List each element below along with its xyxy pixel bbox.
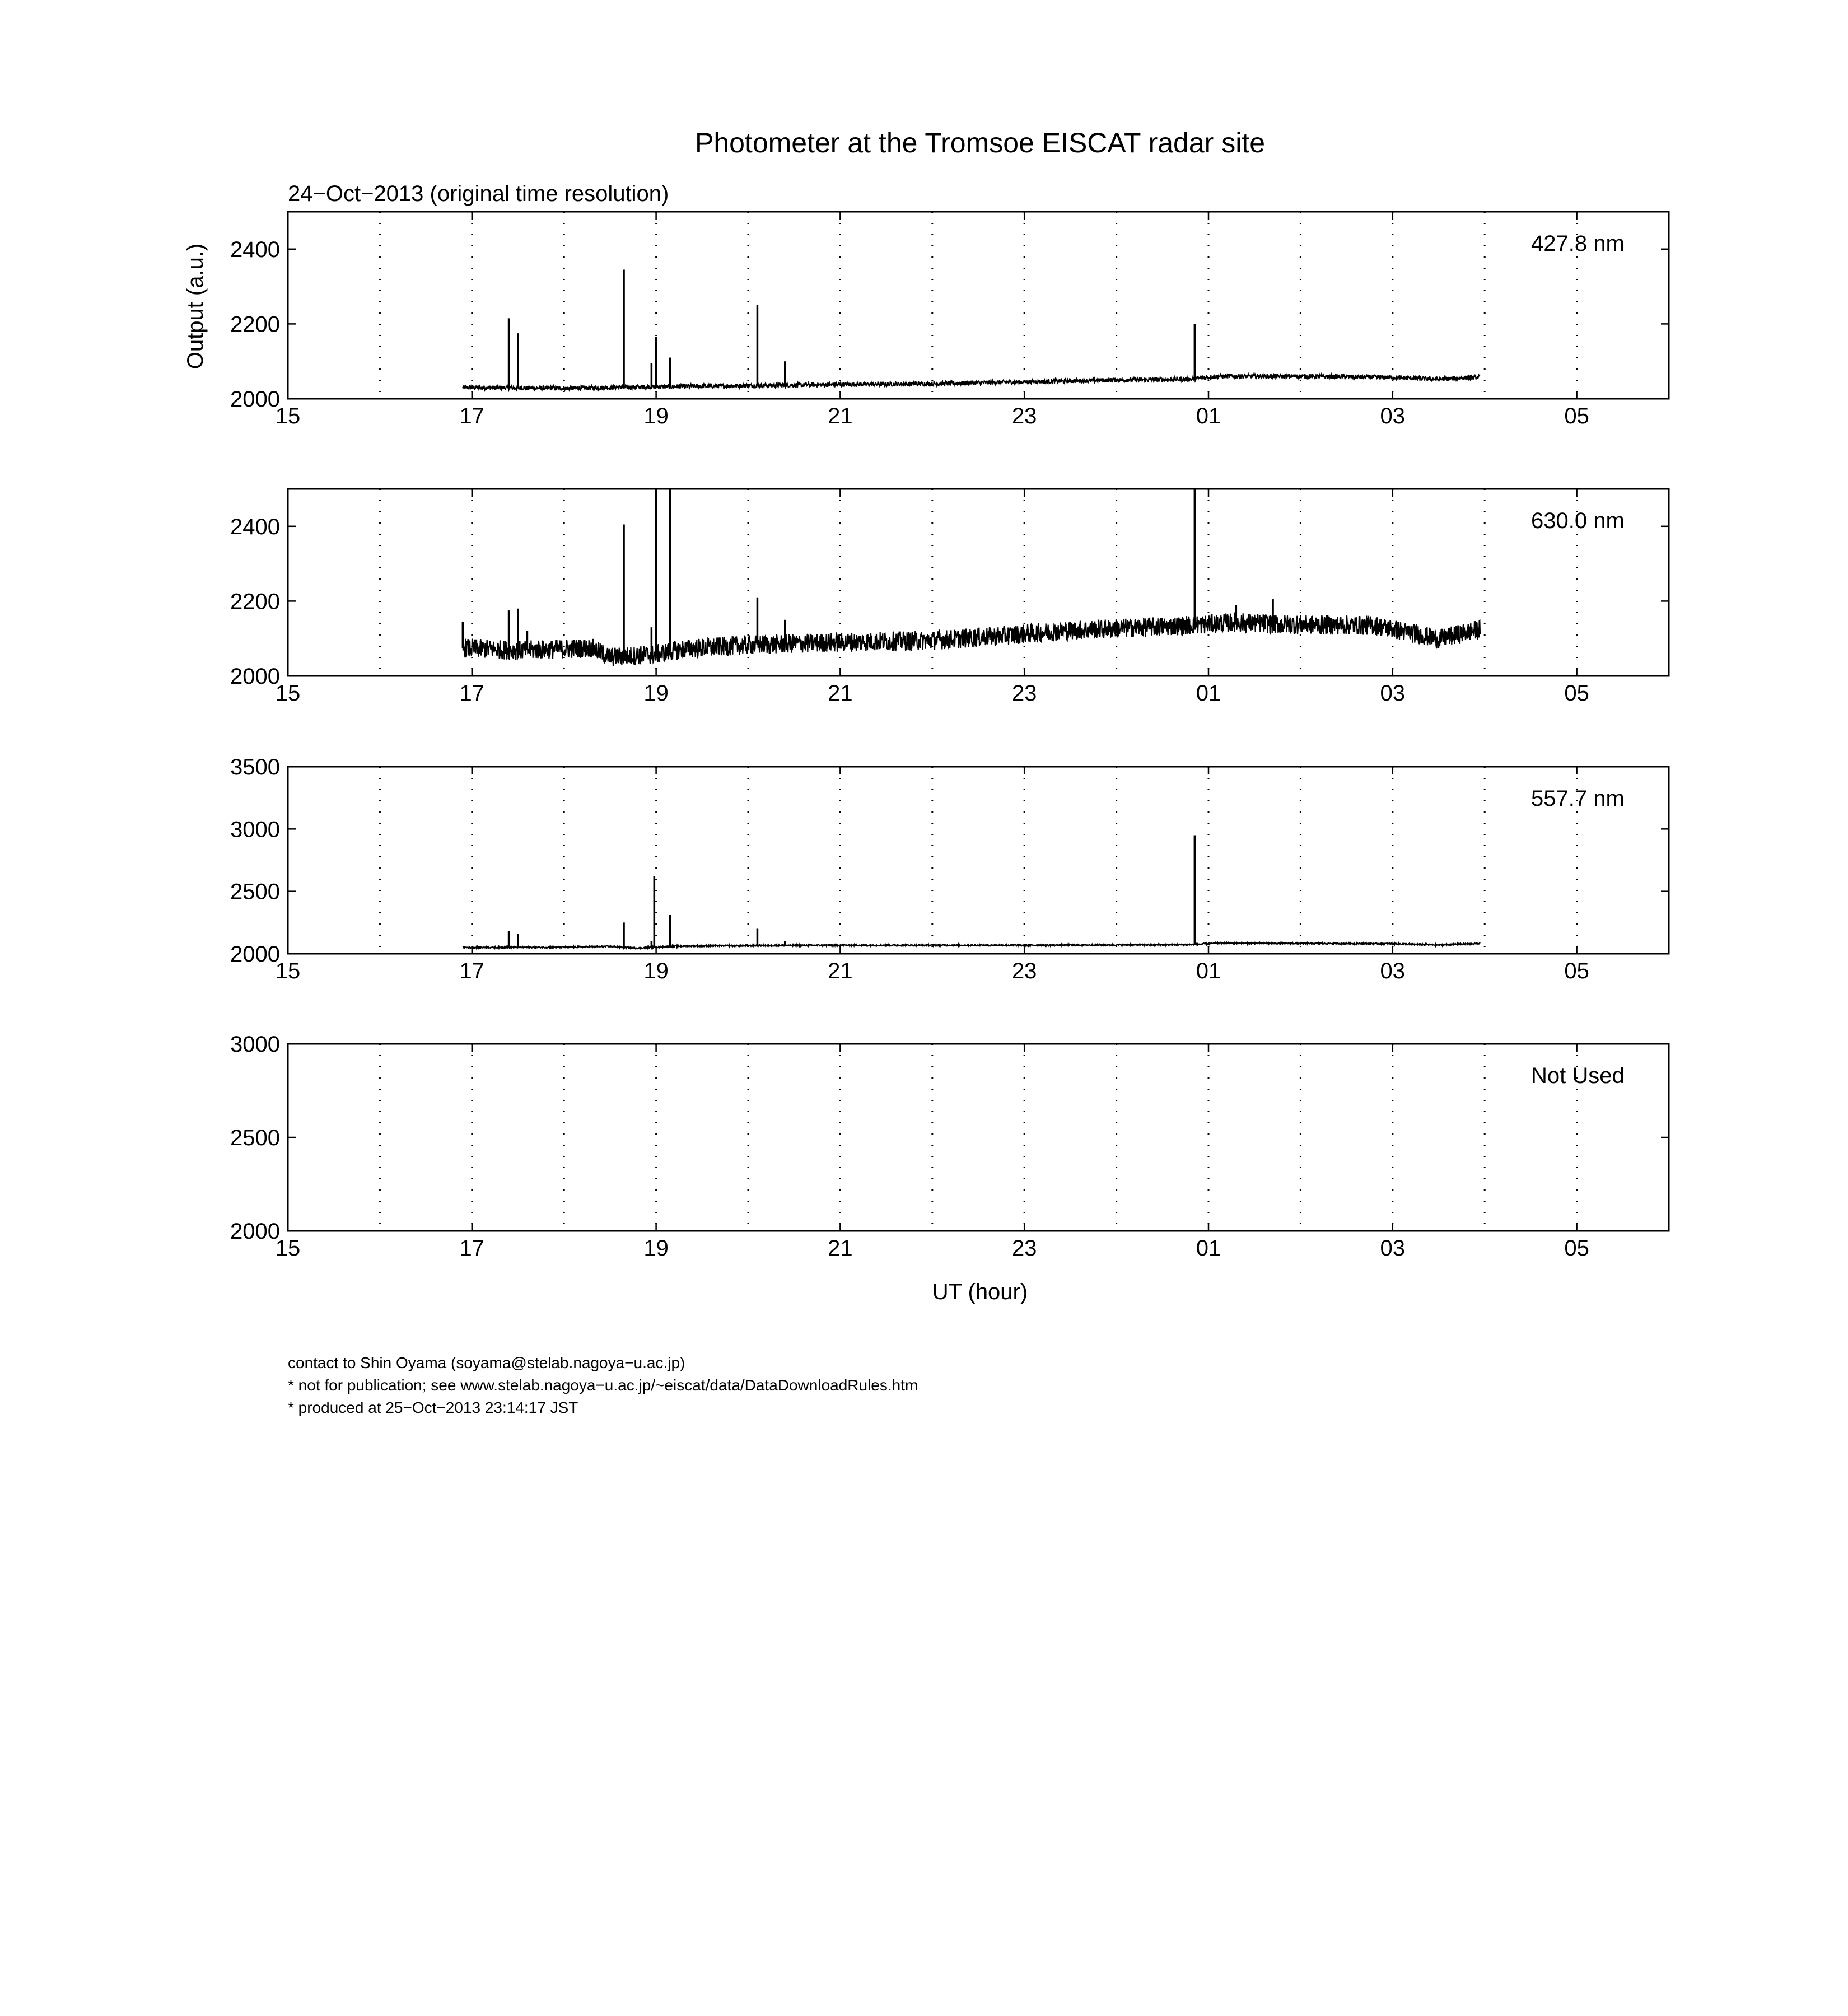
y-tick-label: 2400: [230, 514, 280, 539]
y-tick-label: 3000: [230, 817, 280, 842]
x-tick-label: 19: [643, 404, 669, 428]
x-tick-label: 15: [275, 681, 301, 706]
x-tick-label: 01: [1196, 404, 1221, 428]
x-tick-label: 21: [828, 404, 853, 428]
x-tick-label: 21: [828, 959, 853, 983]
panel-frame: [288, 212, 1669, 399]
panel-channel-label: 557.7 nm: [1531, 786, 1625, 811]
x-tick-label: 17: [459, 404, 485, 428]
x-tick-label: 21: [828, 681, 853, 706]
x-tick-label: 05: [1564, 404, 1589, 428]
x-tick-label: 03: [1380, 404, 1406, 428]
y-tick-label: 2200: [230, 589, 280, 614]
x-axis-label: UT (hour): [932, 1280, 1028, 1304]
y-tick-label: 2500: [230, 1126, 280, 1150]
x-tick-label: 17: [459, 959, 485, 983]
x-tick-label: 15: [275, 959, 301, 983]
series-trace: [463, 613, 1480, 666]
y-axis-label: Output (a.u.): [183, 243, 208, 370]
x-tick-label: 17: [459, 1236, 485, 1261]
x-tick-label: 19: [643, 681, 669, 706]
series-trace: [463, 374, 1480, 390]
chart-panels: [230, 212, 1669, 1261]
x-tick-label: 05: [1564, 959, 1589, 983]
y-tick-label: 2000: [230, 387, 280, 412]
footer-publication-note: * not for publication; see www.stelab.nagoya−u.ac.jp/~eiscat/data/DataDownloadRules.htm: [288, 1376, 918, 1394]
panel-channel-label: Not Used: [1531, 1063, 1625, 1088]
x-tick-label: 01: [1196, 1236, 1221, 1261]
panel-3: [230, 755, 1669, 983]
x-tick-label: 23: [1011, 404, 1037, 428]
panel-1: [230, 212, 1669, 428]
x-tick-label: 23: [1011, 1236, 1037, 1261]
y-tick-label: 3000: [230, 1032, 280, 1057]
footer-contact: contact to Shin Oyama (soyama@stelab.nagoya−u.ac.jp): [288, 1354, 685, 1371]
y-tick-label: 2000: [230, 1219, 280, 1244]
x-tick-label: 23: [1011, 959, 1037, 983]
x-tick-label: 01: [1196, 681, 1221, 706]
footer-produced-timestamp: * produced at 25−Oct−2013 23:14:17 JST: [288, 1399, 578, 1416]
figure-subtitle: 24−Oct−2013 (original time resolution): [288, 181, 669, 206]
x-tick-label: 21: [828, 1236, 853, 1261]
y-tick-label: 2400: [230, 237, 280, 262]
x-tick-label: 03: [1380, 959, 1406, 983]
x-tick-label: 19: [643, 1236, 669, 1261]
panel-frame: [288, 767, 1669, 954]
x-tick-label: 19: [643, 959, 669, 983]
x-tick-label: 03: [1380, 1236, 1406, 1261]
series-trace: [463, 942, 1480, 949]
panel-channel-label: 427.8 nm: [1531, 231, 1625, 256]
x-tick-label: 05: [1564, 1236, 1589, 1261]
x-tick-label: 15: [275, 404, 301, 428]
panel-channel-label: 630.0 nm: [1531, 508, 1625, 533]
y-tick-label: 3500: [230, 755, 280, 780]
panel-2: [230, 489, 1669, 706]
x-tick-label: 15: [275, 1236, 301, 1261]
y-tick-label: 2000: [230, 942, 280, 967]
x-tick-label: 23: [1011, 681, 1037, 706]
y-tick-label: 2500: [230, 879, 280, 904]
x-tick-label: 01: [1196, 959, 1221, 983]
x-tick-label: 05: [1564, 681, 1589, 706]
y-tick-label: 2200: [230, 312, 280, 337]
figure-title: Photometer at the Tromsoe EISCAT radar site: [694, 127, 1266, 158]
y-tick-label: 2000: [230, 664, 280, 689]
x-tick-label: 17: [459, 681, 485, 706]
x-tick-label: 03: [1380, 681, 1406, 706]
panel-4: [230, 1032, 1669, 1261]
panel-frame: [288, 1044, 1669, 1231]
